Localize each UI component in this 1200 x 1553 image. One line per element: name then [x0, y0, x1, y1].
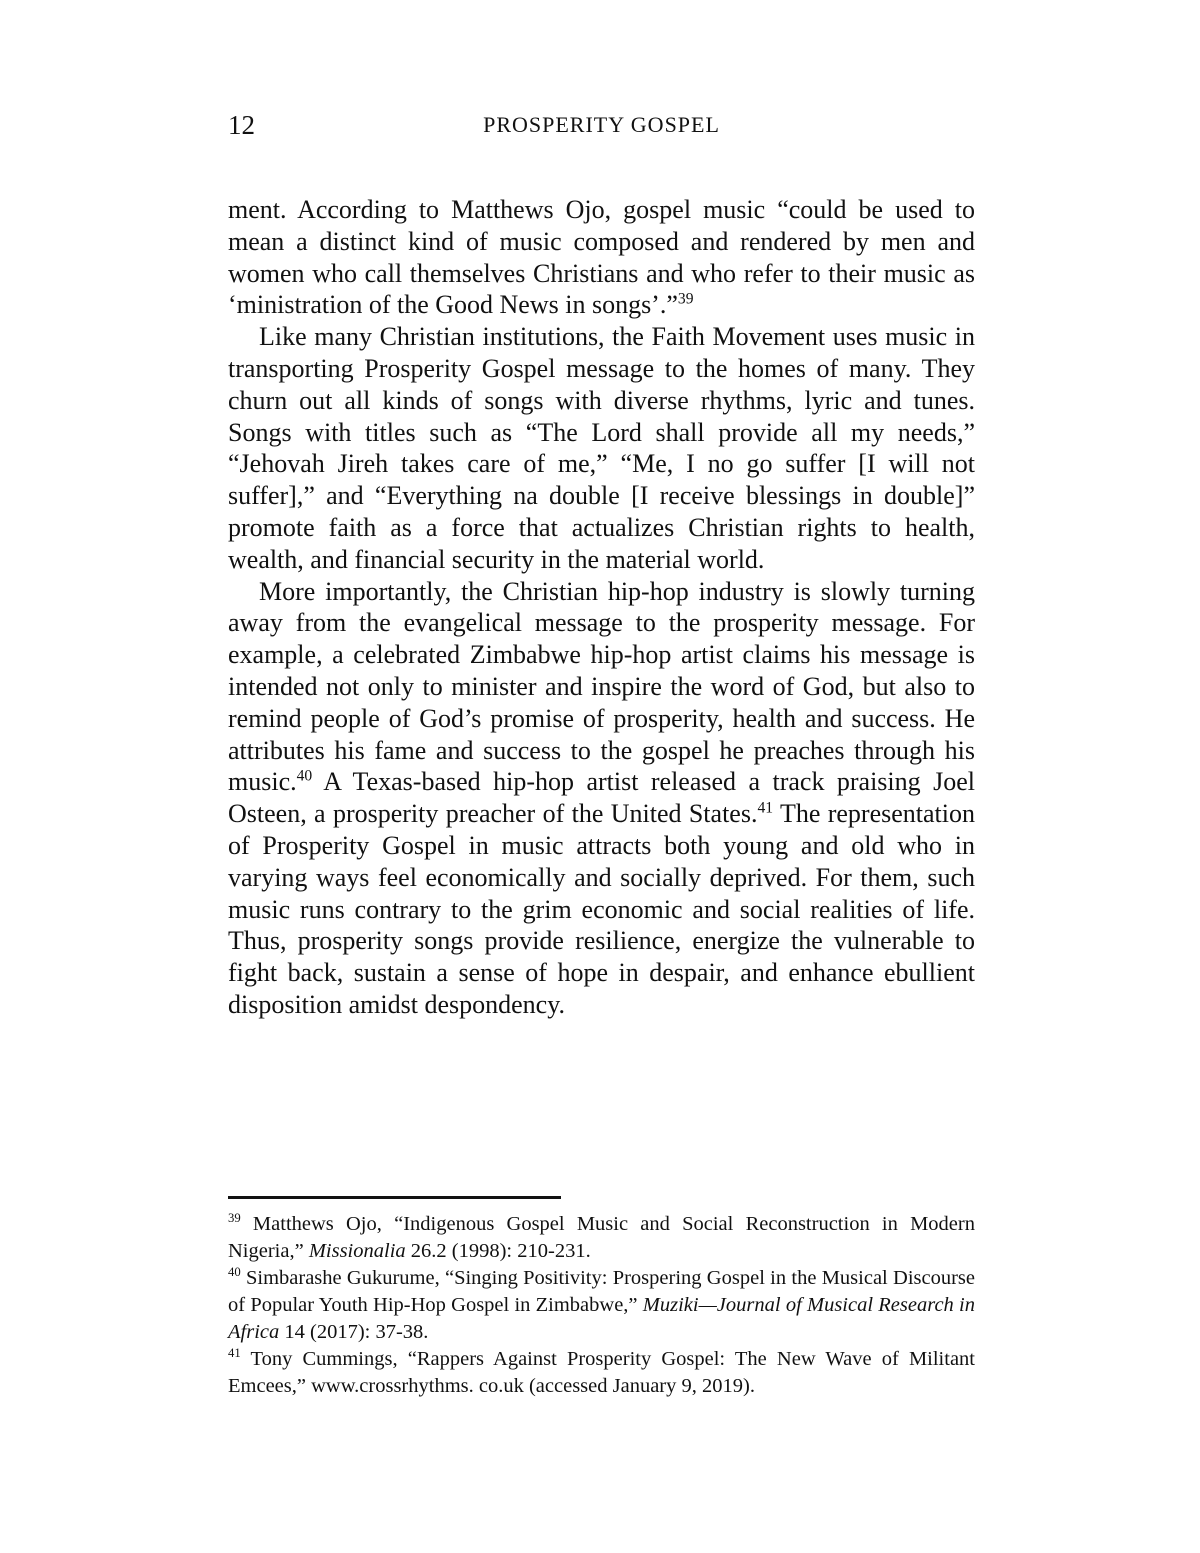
footnote-journal-title: Muziki—Journal of Musical Research in Africa	[228, 1294, 975, 1343]
footnote-ref-39: 39	[677, 290, 694, 308]
paragraph-3	[228, 576, 975, 1021]
footnotes	[228, 1211, 975, 1400]
footnote-number: 41	[228, 1346, 241, 1361]
paragraph-3-part-3: The representation of Prosperity Gospel in music attracts both young and old who in varying ways feel economically and socially deprived. For them, such music runs contrary to the grim economic and social realities of life. Thus, prosperity songs provide resilience, energize the vulnerable to fight back, sustain a sense of hope in despair, and enhance ebullient disposition amidst despondency.	[228, 799, 976, 1019]
running-head: PROSPERITY GOSPEL	[483, 112, 720, 137]
paragraph-1	[228, 194, 975, 321]
paragraph-2: Like many Christian institutions, the Faith Movement uses music in transporting Prosperity Gospel message to the homes of many. They churn out all kinds of songs with diverse rhythms, lyric and tunes. Songs with titles such as “The Lord shall provide all my needs,” “Jehovah Jireh takes care of me,” “Me, I no go suffer [I will not suffer],” and “Everything na double [I receive blessings in double]” promote faith as a force that actualizes Christian rights to health, wealth, and financial security in the material world.	[228, 322, 975, 574]
main-text	[228, 194, 975, 1021]
footnote-ref-40: 40	[296, 767, 313, 785]
footnote-40	[228, 1265, 975, 1346]
footnote-text: Tony Cummings, “Rappers Against Prosperity Gospel: The New Wave of Militant Emcees,” www.crossrhythms. co.uk (accessed January 9, 2019).	[228, 1348, 975, 1397]
page-number: 12	[228, 110, 255, 140]
paragraph-3-part-2: A Texas-based hip-hop artist released a track praising Joel Osteen, a prosperity preacher of the United States.	[228, 767, 975, 829]
footnote-separator	[228, 1196, 561, 1199]
footnote-41	[228, 1346, 975, 1400]
footnote-citation: 14 (2017): 37-38.	[279, 1321, 429, 1343]
footnote-number: 40	[228, 1265, 241, 1280]
footnote-number: 39	[228, 1211, 241, 1226]
page-header	[228, 110, 975, 144]
footnote-text: Matthews Ojo, “Indigenous Gospel Music and Social Reconstruction in Modern Nigeria,”	[228, 1213, 975, 1262]
footnote-39	[228, 1211, 975, 1265]
footnote-ref-41: 41	[757, 799, 774, 817]
paragraph-1-text: ment. According to Matthews Ojo, gospel music “could be used to mean a distinct kind of music composed and rendered by men and women who call themselves Christians and who refer to their music as ‘ministration of the Good News in songs’.”	[228, 195, 975, 320]
paragraph-3-part-1: More importantly, the Christian hip-hop industry is slowly turning away from the evangelical message to the prosperity message. For example, a celebrated Zimbabwe hip-hop artist claims his message is intended not only to minister and inspire the word of God, but also to remind people of God’s promise of prosperity, health and success. He attributes his fame and success to the gospel he preaches through his music.	[228, 576, 975, 797]
footnote-text: Simbarashe Gukurume, “Singing Positivity: Prospering Gospel in the Musical Discourse of Popular Youth Hip-Hop Gospel in Zimbabwe,”	[228, 1267, 975, 1316]
footnote-journal-title: Missionalia	[308, 1240, 406, 1262]
footnote-citation: 26.2 (1998): 210-231.	[405, 1240, 591, 1262]
